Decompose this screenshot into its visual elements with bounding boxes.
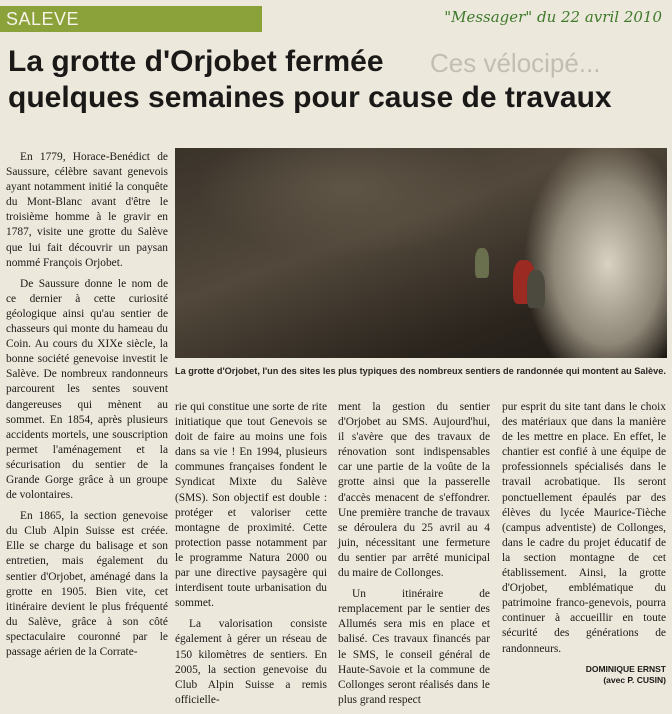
paragraph: Un itinéraire de remplacement par le sentier des Allumés sera mis en place et balisé. Ces travaux financés par le SMS, le conseil général de Haute-Savoie et la commune de Collonges seront réalisés dans le plus grand respect: [338, 588, 490, 706]
author-credit: (avec P. CUSIN): [603, 675, 666, 685]
text-column-3: [338, 400, 490, 714]
author-signature: [540, 664, 666, 686]
paragraph: ment la gestion du sentier d'Orjobet au SMS. Aujourd'hui, il s'avère que des travaux de rénovation sont indispensables car une partie de la voûte de la grotte ainsi que la passerelle d'accès menacent de s'effondrer. Une première tranche de travaux se déroulera du 25 avril au 4 juin, nécessitant une fermeture du sentier par arrêté municipal du maire de Collonges.: [338, 401, 490, 580]
hiker-figure: [527, 270, 545, 308]
section-rubric-label: SALEVE: [6, 9, 80, 29]
paragraph: pur esprit du site tant dans le choix des matériaux que dans la manière de les mettre en place. En effet, le chantier est confié à une équipe de professionnels spécialisés dans le travail acrobatique. Ils seront ponctuellement épaulés par des élèves du lycée Maurice-Tièche (campus adventiste) de Collonges, dans le cadre du projet éducatif de la section montagne de cet établissement. Ainsi, la grotte d'Orjobet, emblématique du patrimoine franco-genevois, pourra continuer à accueillir en toute sécurité des générations de randonneurs.: [502, 401, 666, 655]
cave-photo: [175, 148, 667, 358]
article-headline: [8, 44, 664, 116]
section-rubric: [0, 6, 262, 32]
paragraph: La valorisation consiste également à gérer un réseau de 150 kilomètres de sentiers. En 2005, la section genevoise du Club Alpin Suisse a remis officielle-: [175, 618, 327, 706]
hiker-figure: [475, 248, 489, 278]
headline-line-2: quelques semaines pour cause de travaux: [8, 81, 612, 114]
author-name: DOMINIQUE ERNST: [585, 664, 666, 674]
photo-caption: La grotte d'Orjobet, l'un des sites les plus typiques des nombreux sentiers de randonnée qui montent au Salève.: [175, 366, 666, 376]
text-column-2: [175, 400, 327, 714]
paragraph: De Saussure donne le nom de ce dernier à cette curiosité géologique ainsi qu'au sentier de chasseurs qui monte du hameau du Coin. Au cours du XIXe siècle, la bonne société genevoise investit le Salève. De nombreux randonneurs parcourent les sentes souvent dangereuses qui mènent au sommet. En 1854, après plusieurs accidents mortels, une souscription permet l'aménagement et la sécurisation du sentier de la Grande Gorge grâce à un groupe de volontaires.: [6, 277, 168, 502]
paragraph: En 1865, la section genevoise du Club Alpin Suisse est créée. Elle se charge du balisage et son entretien, mais également du sentier d'Orjobet, aménagé dans la grotte en 1905. Bien vite, cet itinéraire devient le plus fréquenté du Salève, grâce à son côté spectaculaire couronné par le passage aérien de la Corrate-: [6, 510, 168, 658]
headline-line-1: La grotte d'Orjobet fermée: [8, 45, 384, 78]
text-column-1: [6, 150, 168, 666]
source-date: "Messager" du 22 avril 2010: [444, 8, 662, 26]
text-column-4: [502, 400, 666, 663]
paragraph: En 1779, Horace-Benédict de Saussure, célèbre savant genevois ayant notamment initié la conquête du Mont-Blanc avant d'être le troisième homme à le gravir en 1787, visite une grotte du Salève que lui fait découvrir un paysan nommé François Orjobet.: [6, 151, 168, 269]
paragraph: rie qui constitue une sorte de rite initiatique que tout Genevois se doit de faire au moins une fois dans sa vie ! En 1994, plusieurs communes françaises fondent le Syndicat Mixte du Salève (SMS). Son objectif est double : protéger et valoriser cette montagne de proximité. Cette protection passe notamment par le programme Natura 2000 ou par une directive paysagère qui interdisent toute urbanisation du sommet.: [175, 401, 327, 610]
adjacent-headline: Ces vélocipé...: [430, 48, 601, 78]
